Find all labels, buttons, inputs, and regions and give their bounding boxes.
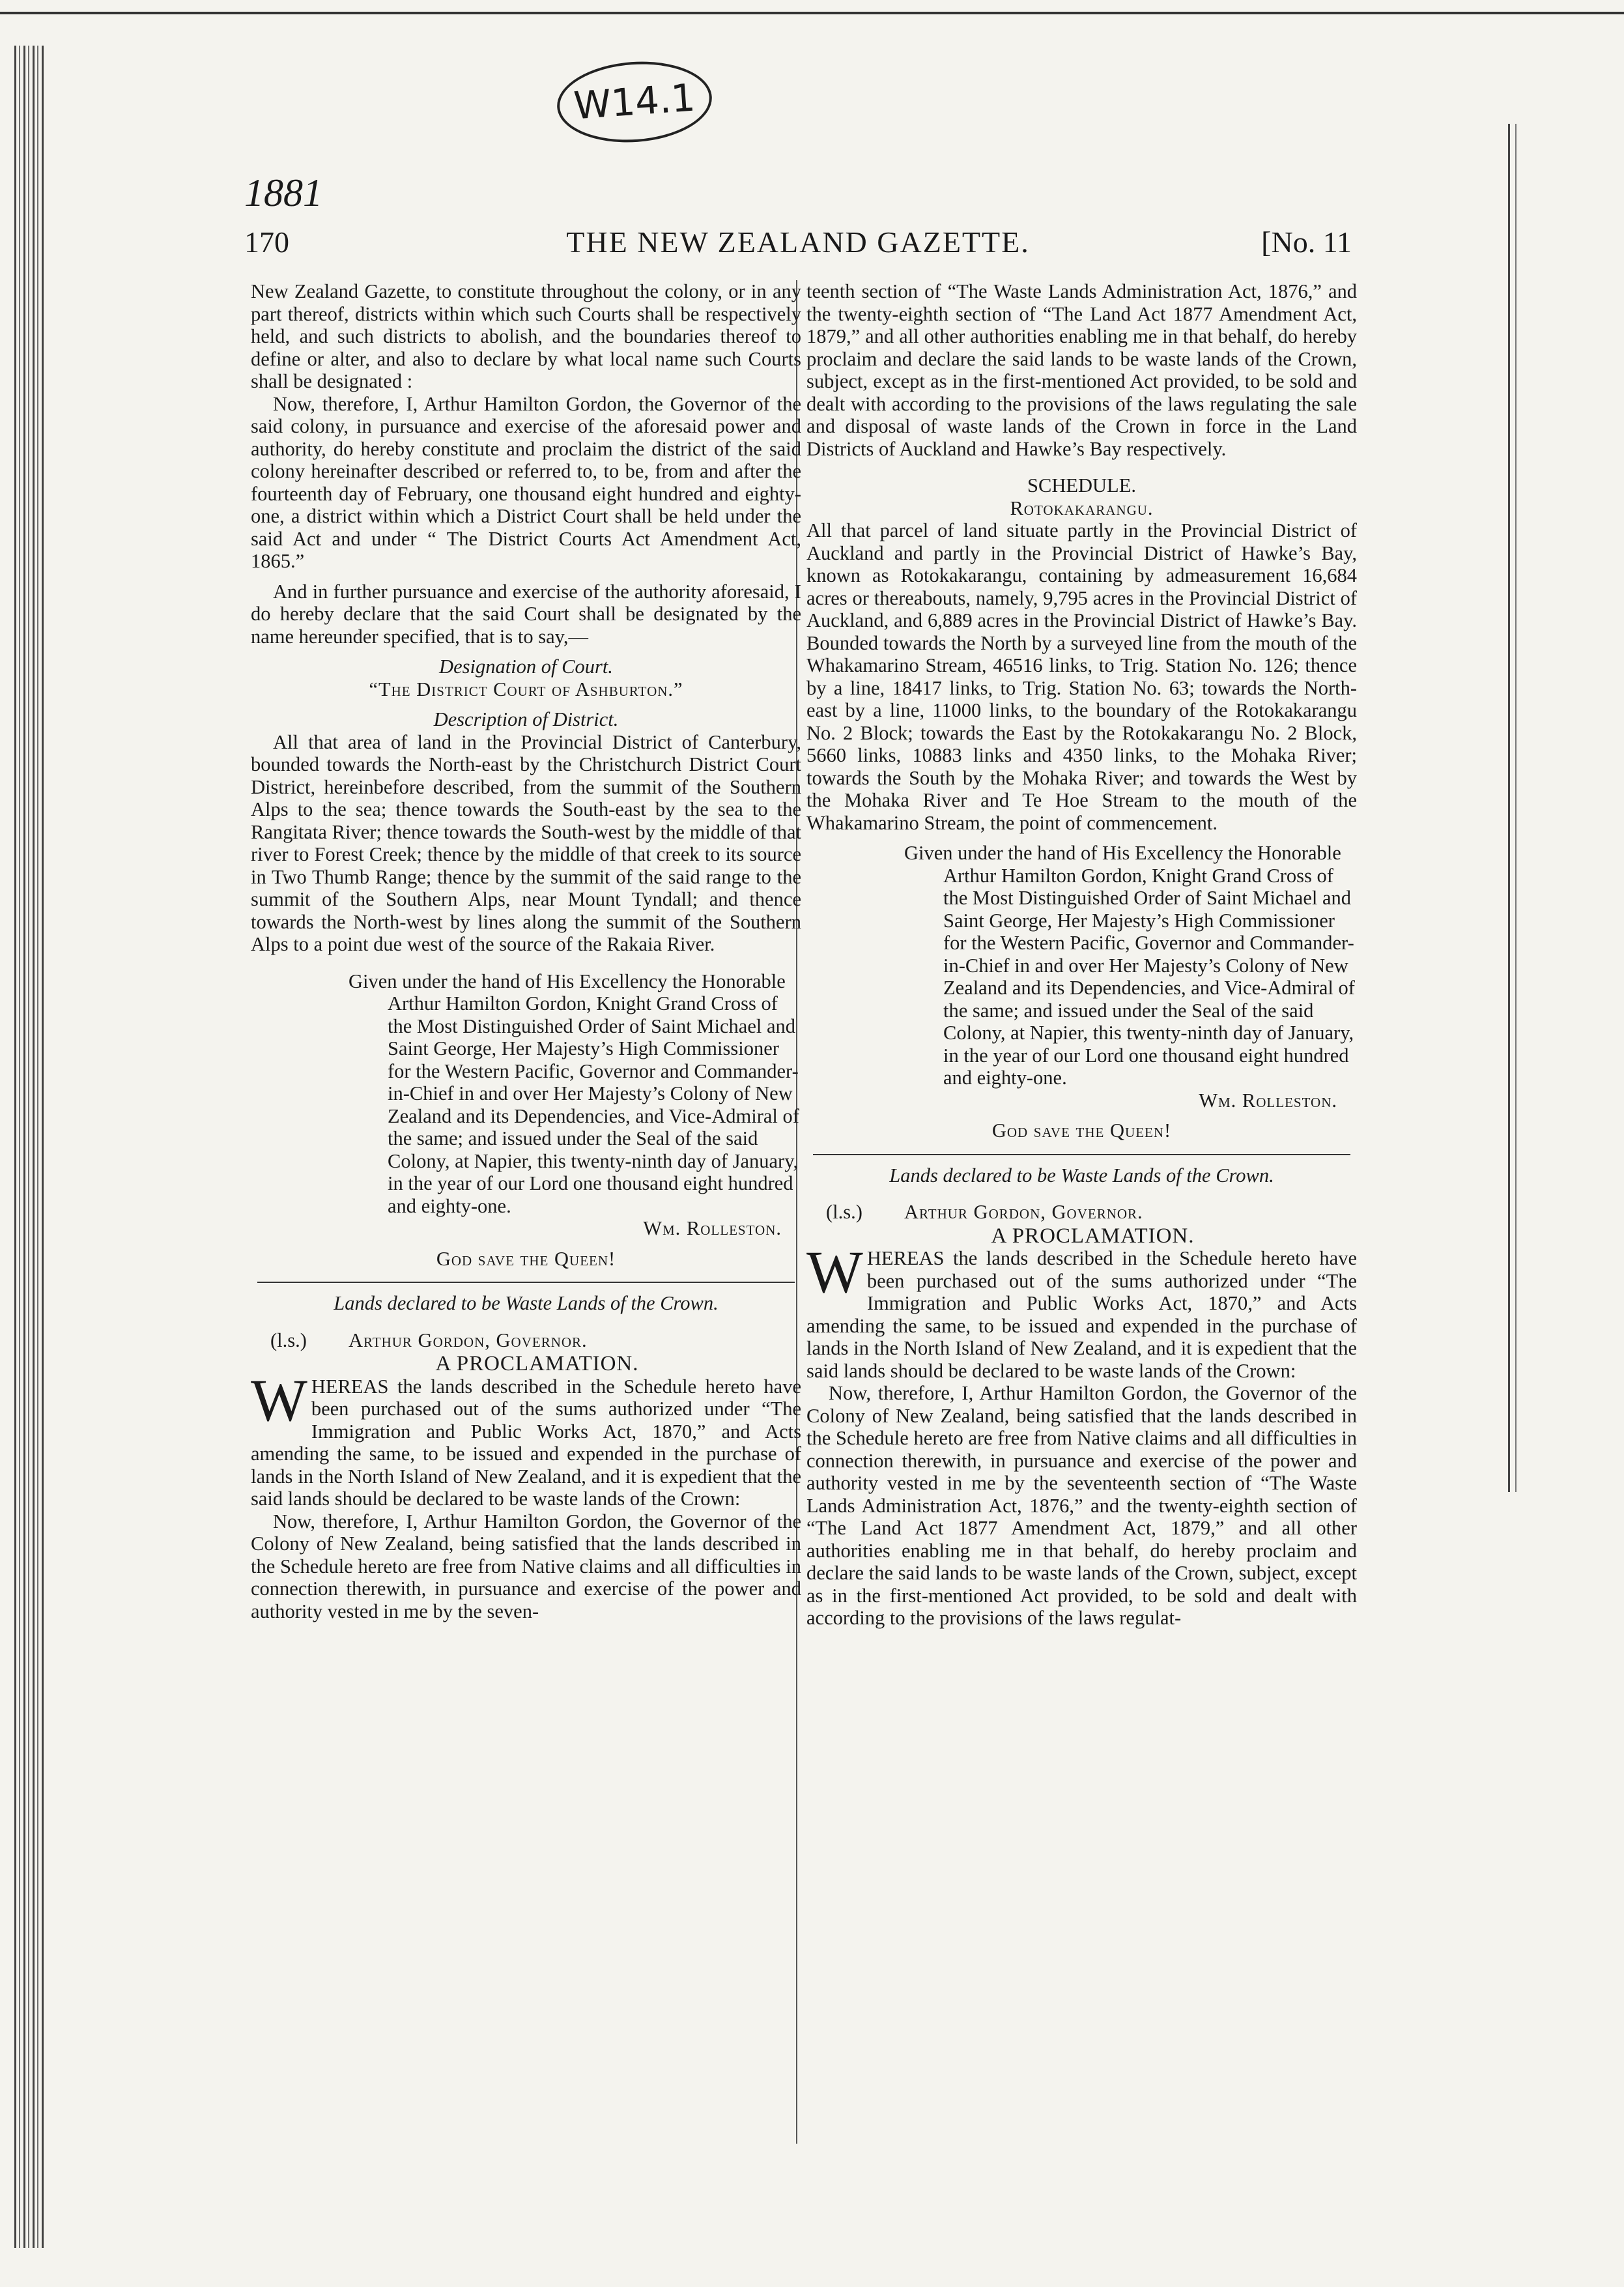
paragraph: Now, therefore, I, Arthur Hamilton Gordon, the Governor of the said colony, in pursuance and exercise of the aforesaid power and authority, do hereby constitute and proclaim the district of the said colony hereinafter described or referred to, to be, from and after the fourteenth day of February, one thousand eight hundred and eighty-one, a district within which a District Court shall be held under the said Act and under “ The District Courts Act Amendment Act, 1865.” [251,392,801,572]
paragraph: Now, therefore, I, Arthur Hamilton Gordon, the Governor of the Colony of New Zealand, being satisfied that the lands described in the Schedule hereto are free from Native claims and all difficulties in connection therewith, in pursuance and exercise of the power and authority vested in me by the seven- [251,1510,801,1622]
section-heading: Description of District. [433,708,619,730]
proclamation-heading: A PROCLAMATION. [991,1224,1195,1248]
seal-mark: (l.s.) [826,1201,862,1223]
signature: Wm. Rolleston. [1199,1089,1337,1112]
schedule-heading: SCHEDULE. [1027,474,1136,496]
governor-line: Arthur Gordon, Governor. [904,1201,1143,1223]
proclamation-heading: A PROCLAMATION. [435,1352,639,1375]
court-name: “The District Court of Ashburton.” [369,678,683,700]
paragraph: WHEREAS the lands described in the Schedule hereto have been purchased out of the sums authorized under “The Immigration and Public Works Act, 1870,” and Acts amending the same, to be issued and expended in the purchase of lands in the North Island of New Zealand, and it is expedient that the said lands should be declared to be waste lands of the Crown: [251,1366,801,1510]
paragraph: WHEREAS the lands described in the Schedule hereto have been purchased out of the sums authorized under “The Immigration and Public Works Act, 1870,” and Acts amending the same, to be issued and expended in the purchase of lands in the North Island of New Zealand, and it is expedient that the said lands should be declared to be waste lands of the Crown: [806,1239,1357,1382]
divider [813,1154,1350,1155]
publication-title: THE NEW ZEALAND GAZETTE. [566,225,1030,259]
page-number: 170 [244,225,289,259]
section-title: Lands declared to be Waste Lands of the Crown. [334,1292,719,1314]
seal-mark: (l.s.) [270,1329,307,1351]
god-save-the-queen: God save the Queen! [436,1247,616,1270]
page-header [244,225,1352,270]
divider [257,1282,795,1283]
governor-line: Arthur Gordon, Governor. [349,1329,588,1351]
given-under-hand: Given under the hand of His Excellency the Honorable Arthur Hamilton Gordon, Knight Grand Cross of the Most Distinguished Order of Saint Michael and Saint George, Her Majesty’s High Commissioner for the Western Pacific, Governor and Commander-in-Chief in and over Her Majesty’s Colony of New Zealand and its Dependencies, and Vice-Admiral of the same; and issued under the Seal of the said Colony, at Napier, this twenty-ninth day of January, in the year of our Lord one thousand eight hundred and eighty-one. [904,842,1355,1089]
paragraph: All that area of land in the Provincial District of Canterbury, bounded towards the North-east by the Christchurch District Court District, hereinbefore described, from the summit of the Southern Alps to the sea; thence towards the South-east by the sea to the Rangitata River; thence towards the South-west by the middle of that river to Forest Creek; thence by the middle of that creek to its source in Two Thumb Range; thence by the summit of the said range to the summit of the Southern Alps, near Mount Tyndall; and thence towards the North-west by lines along the summit of the Southern Alps to a point due west of the source of the Rakaia River. [251,730,801,955]
page-edge-marks [1508,124,1517,1492]
left-column [251,280,801,1622]
given-under-hand: Given under the hand of His Excellency the Honorable Arthur Hamilton Gordon, Knight Grand Cross of the Most Distinguished Order of Saint Michael and Saint George, Her Majesty’s High Commissioner for the Western Pacific, Governor and Commander-in-Chief in and over Her Majesty’s Colony of New Zealand and its Dependencies, and Vice-Admiral of the same; and issued under the Seal of the said Colony, at Napier, this twenty-ninth day of January, in the year of our Lord one thousand eight hundred and eighty-one. [349,970,799,1217]
handwritten-year: 1881 [244,171,322,214]
binding-edge [14,46,44,2248]
paragraph: And in further pursuance and exercise of the authority aforesaid, I do hereby declare that the said Court shall be designated by the name hereunder specified, that is to say,— [251,580,801,648]
paragraph: All that parcel of land situate partly in the Provincial District of Auckland and partly in the Provincial District of Hawke’s Bay, known as Rotokakarangu, containing by admeasurement 16,684 acres or thereabouts, namely, 9,795 acres in the Provincial District of Auckland, and 6,889 acres in the Provincial District of Hawke’s Bay. Bounded towards the North by a surveyed line from the mouth of the Whakamarino Stream, 46516 links, to Trig. Station No. 126; thence by a line, 18417 links, to Trig. Station No. 63; towards the North-east by a line, 11000 links, to the boundary of the Rotokakarangu No. 2 Block; towards the East by the Rotokakarangu No. 2 Block, 5660 links, 10883 links and 4350 links, to the Mohaka River; towards the South by the Mohaka River; and towards the West by the Mohaka River and Te Hoe Stream to the mouth of the Whakamarino Stream, the point of commencement. [806,519,1357,834]
section-title: Lands declared to be Waste Lands of the Crown. [889,1164,1274,1187]
handwritten-stamp: W14.1 [554,57,715,147]
place-name: Rotokakarangu. [1010,496,1154,519]
god-save-the-queen: God save the Queen! [991,1119,1172,1142]
paragraph: teenth section of “The Waste Lands Administration Act, 1876,” and the twenty-eighth section of “The Land Act 1877 Amendment Act, 1879,” and all other authorities enabling me in that behalf, do hereby proclaim and declare the said lands to be waste lands of the Crown, subject, except as in the first-mentioned Act provided, to be sold and dealt with according to the provisions of the laws regulating the sale and disposal of waste lands of the Crown in force in the Land Districts of Auckland and Hawke’s Bay respectively. [806,280,1357,460]
signature: Wm. Rolleston. [643,1217,782,1239]
right-column [806,280,1357,1630]
section-heading: Designation of Court. [439,655,613,678]
paragraph: New Zealand Gazette, to constitute throughout the colony, or in any part thereof, districts within which such Courts shall be respectively held, and such districts to abolish, and the boundaries thereof to define or alter, and also to declare by what local name such Courts shall be designated : [251,280,801,392]
paragraph: Now, therefore, I, Arthur Hamilton Gordon, the Governor of the Colony of New Zealand, being satisfied that the lands described in the Schedule hereto are free from Native claims and all difficulties in connection therewith, in pursuance and exercise of the power and authority vested in me by the seventeenth section of “The Waste Lands Administration Act, 1876,” and the twenty-eighth section of “The Land Act 1877 Amendment Act, 1879,” and all other authorities enabling me in that behalf, do hereby proclaim and declare the said lands to be waste lands of the Crown, subject, except as in the first-mentioned Act provided, to be sold and dealt with according to the provisions of the laws regulat- [806,1382,1357,1629]
issue-number: [No. 11 [1261,225,1352,259]
top-border [0,12,1624,14]
seal-line [251,1329,801,1352]
seal-line [806,1201,1357,1224]
